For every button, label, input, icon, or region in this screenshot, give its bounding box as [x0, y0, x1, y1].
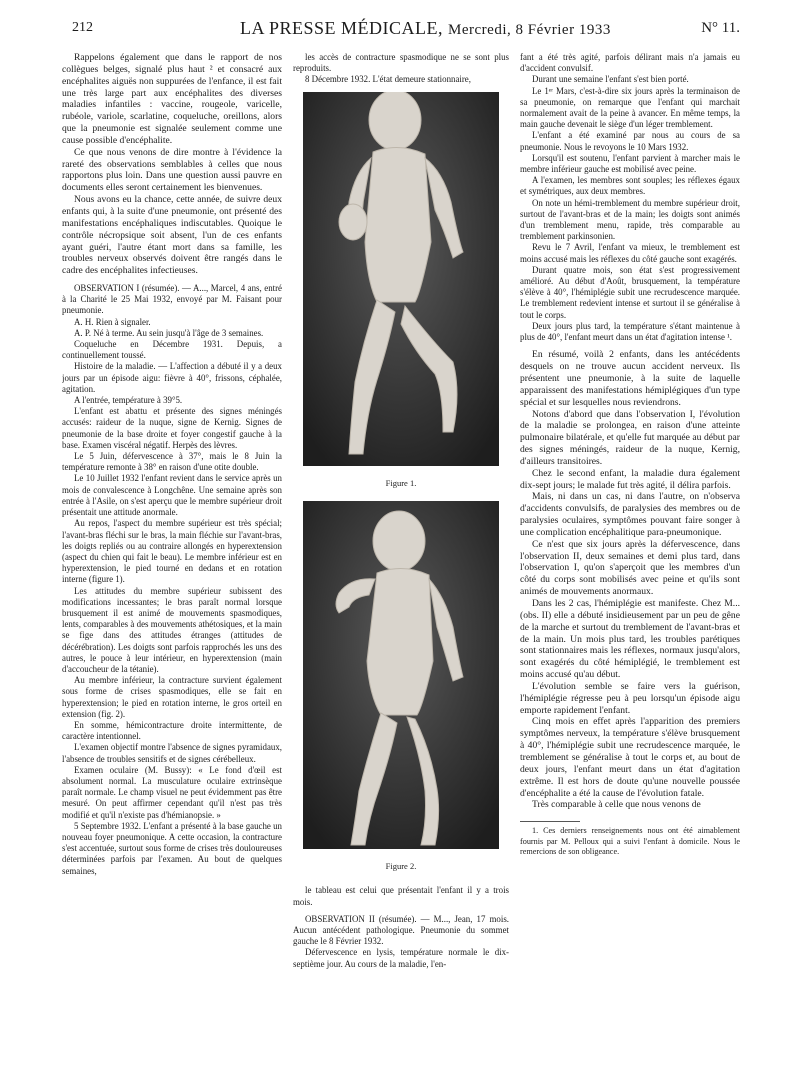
- paragraph: Histoire de la maladie. — L'affection a débuté il y a deux jours par un épisode aigu: fièvre à 40°, frissons, céphalée, agitation.: [62, 361, 282, 394]
- paragraph: Durant une semaine l'enfant s'est bien porté.: [532, 74, 689, 85]
- paragraph: Examen oculaire (M. Bussy): « Le fond d'œil est absolument normal. La musculature oculaire extrinsèque paraît normale. Le champ visuel ne peut évidemment pas être mesuré. On peut affirmer cependant qu'il n'est pas très modifié et qu'il n'existe pas d'hémianopsie. »: [62, 764, 282, 820]
- paragraph: L'examen objectif montre l'absence de signes pyramidaux, l'absence de troubles sensitifs et de signes cérébelleux.: [62, 742, 282, 764]
- journal-name: LA PRESSE MÉDICALE,: [240, 18, 444, 38]
- page-number: 212: [72, 20, 93, 35]
- paragraph: Très comparable à celle que nous venons de: [532, 799, 701, 811]
- child-photo-illustration: [303, 92, 499, 466]
- paragraph: Dans les 2 cas, l'hémiplégie est manifeste. Chez M... (obs. II) elle a débuté insidieusement par un peu de gêne de la marche et surtout du tremblement de l'avant-bras et de la main. Un mois plus tard, les troubles parétiques sont stationnaires mais les réflexes, normaux jusqu'alors, sont exagérés du côté hémiplégié, le tremblement est moins accusé qu'au début.: [520, 598, 740, 681]
- paragraph: Mais, ni dans un cas, ni dans l'autre, on n'observa d'accidents convulsifs, de paralysies des membres ou de paralysies oculaires, symptômes pouvant faire songer à une complication encéphalitique para-pneumonique.: [520, 491, 740, 538]
- paragraph: En somme, hémicontracture droite intermittente, de caractère intentionnel.: [62, 719, 282, 742]
- footnote: 1. Ces derniers renseignements nous ont été aimablement fournis par M. Pelloux qui a suivi l'enfant à domicile. Nous le remercions de son obligeance.: [520, 826, 740, 857]
- paragraph: En résumé, voilà 2 enfants, dans les antécédents desquels on ne trouve aucun accident nerveux. Ils présentent une pneumonie, à la suite de laquelle apparaissent des manifestations hémiplégiques d'un type spécial et sur lesquelles nous reviendrons.: [520, 349, 740, 408]
- child-photo-illustration: [303, 501, 499, 849]
- paragraph: A. H. Rien à signaler.: [74, 316, 151, 327]
- figure-1-photo: [303, 92, 499, 466]
- figure-2-caption: Figure 2.: [385, 861, 417, 872]
- paragraph: Rappelons également que dans le rapport de nos collègues belges, signalé plus haut ² et consacré aux encéphalites aiguës non suppurées de l'enfance, il est fait une très large part aux encéphalites des diverses maladies infantiles : vaccine, rougeole, varicelle, rubéole, variole, scarlatine, coqueluche, oreillons, alors que la pneumonie est signalée seulement comme une cause possible d'encéphalite.: [62, 52, 282, 146]
- paragraph: Cinq mois en effet après l'apparition des premiers symptômes nerveux, la température s'élève brusquement à 40°, l'hémiplégie subit une recrudescence marquée, le tremblement se généralise à tout le corps et, au bout de deux jours, l'enfant meurt dans un état d'agitation extrême. Il est hors de doute qu'une nouvelle poussée d'encéphalite a été la cause de l'évolution fatale.: [520, 716, 740, 799]
- figure-2-photo: [303, 501, 499, 849]
- journal-title: [240, 18, 611, 39]
- paragraph: L'enfant est abattu et présente des signes méningés accusés: raideur de la nuque, signe de Kernig. Signes de pneumonie de la base droite et foyer congestif gauche à la base. Examen viscéral négatif. Herpès des lèvres.: [62, 406, 282, 450]
- paragraph: A l'entrée, température à 39°5.: [74, 395, 183, 406]
- column-1: [62, 52, 282, 1072]
- column-3: [520, 52, 740, 1072]
- paragraph: Le 1ᵉʳ Mars, c'est-à-dire six jours après la terminaison de sa pneumonie, on remarque que l'enfant qui marchait normalement avait de la peine à avancer. En même temps, la main gauche devenait le siège d'un léger tremblement.: [520, 85, 740, 130]
- observation-heading: OBSERVATION I (résumée). — A..., Marcel, 4 ans, entré à la Charité le 25 Mai 1932, envoyé par M. Faisant pour pneumonie.: [62, 283, 282, 316]
- paragraph: Deux jours plus tard, la température s'étant maintenue à plus de 40°, l'enfant meurt dans un état d'agitation intense ¹.: [520, 320, 740, 343]
- paragraph: 8 Décembre 1932. L'état demeure stationnaire,: [305, 74, 471, 85]
- paragraph: Coqueluche en Décembre 1931. Depuis, a continuellement toussé.: [62, 339, 282, 361]
- issue-number: N° 11.: [701, 20, 740, 36]
- footnote-rule: [520, 821, 580, 822]
- paragraph: Les attitudes du membre supérieur subissent des modifications incessantes; le bras paraît normal lorsque brusquement il est animé de mouvements spasmodiques, lents, comparables à des mouvements athétosiques, et la main se fige dans des attitudes étranges (attitudes de décérébration). Les doigts sont parfois rapprochés les uns des autres, le pouce à leur intérieur, en hyperextension (main d'accoucheur de la tétanie).: [62, 585, 282, 674]
- paragraph: fant a été très agité, parfois délirant mais n'a jamais eu d'accident convulsif.: [520, 52, 740, 74]
- paragraph: L'évolution semble se faire vers la guérison, l'hémiplégie régresse peu à peu lorsqu'un épisode aigu emporte rapidement l'enfant.: [520, 680, 740, 716]
- paragraph: A l'examen, les membres sont souples; les réflexes égaux et symétriques, aux deux membres.: [520, 175, 740, 197]
- paragraph: 5 Septembre 1932. L'enfant a présenté à la base gauche un nouveau foyer pneumonique. A cette occasion, la contracture s'est accentuée, surtout sous forme de crises très douloureuses déterminées parfois par l'examen. Au bout de quelques semaines,: [62, 820, 282, 876]
- paragraph: A. P. Né à terme. Au sein jusqu'à l'âge de 3 semaines.: [74, 327, 264, 338]
- column-2: [293, 52, 509, 1072]
- paragraph: Notons d'abord que dans l'observation I, l'évolution de la maladie se prolongea, en raison d'une atteinte pulmonaire bilatérale, et qu'elle fut marquée au début par des signes méningés, raideur de la nuque, Kernig, d'ailleurs transitoires.: [520, 408, 740, 467]
- paragraph: Le 5 Juin, défervescence à 37°, mais le 8 Juin la température remonte à 38° en raison d'une otite double.: [62, 451, 282, 473]
- page-header: [72, 18, 740, 44]
- paragraph: Au repos, l'aspect du membre supérieur est très spécial; l'avant-bras fléchi sur le bras, la main fléchie sur l'avant-bras, les doigts repliés ou au contraire allongés en hyperextension (aspect du chien qui fait le beau). Le membre inférieur est en hyperextension, le pied tourné en dedans et en rotation interne (figure 1).: [62, 518, 282, 585]
- observation-heading: OBSERVATION II (résumée). — M..., Jean, 17 mois. Aucun antécédent pathologique. Pneumonie du sommet gauche le 8 Février 1932.: [293, 913, 509, 947]
- paragraph: Ce que nous venons de dire montre à l'évidence la rareté des observations semblables à celles que nous rapportons plus loin. Dans une question aussi pauvre en documents elles seront certainement les bienvenues.: [62, 146, 282, 194]
- paragraph: Ce n'est que six jours après la défervescence, dans l'observation II, deux semaines et demi plus tard, dans l'observation I, qu'on s'aperçoit que les membres d'un côté du corps sont mobilisés avec peine et qu'ils sont animés de mouvements anormaux.: [520, 538, 740, 598]
- paragraph: les accès de contracture spasmodique ne se sont plus reproduits.: [293, 52, 509, 74]
- paragraph: Nous avons eu la chance, cette année, de suivre deux enfants qui, à la suite d'une pneumonie, ont présenté des manifestations encéphaliques indiscutables. Quoique le contrôle nécropsique soit absent, l'un de ces enfants ayant guéri, l'autre étant mort dans sa famille, les troubles nerveux observés doivent être rangés dans le cadre des encéphalites infectieuses.: [62, 194, 282, 277]
- paragraph: Lorsqu'il est soutenu, l'enfant parvient à marcher mais le membre inférieur gauche est mobilisé avec peine.: [520, 152, 740, 175]
- paragraph: Au membre inférieur, la contracture survient également sous forme de crises spasmodiques, elle se fait en hyperextension; le pied en rotation interne, le gros orteil en extension (fig. 2).: [62, 675, 282, 719]
- paragraph: Le 10 Juillet 1932 l'enfant revient dans le service après un mois de convalescence à Longchêne. Une semaine après son entrée à l'Asile, on s'est aperçu que le membre supérieur droit présentait une attitude anormale.: [62, 473, 282, 518]
- paragraph: Défervescence en lysis, température normale le dix-septième jour. Au cours de la maladie, l'en-: [293, 947, 509, 969]
- paragraph: Revu le 7 Avril, l'enfant va mieux, le tremblement est moins accusé mais les réflexes du côté gauche sont exagérés.: [520, 242, 740, 264]
- paragraph: On note un hémi-tremblement du membre supérieur droit, surtout de l'avant-bras et de la main; les doigts sont animés d'un tremblement menu, rapide, très comparable au tremblement parkinsonien.: [520, 197, 740, 242]
- paragraph: Durant quatre mois, son état s'est progressivement amélioré. Au début d'Août, brusquement, la température s'élève à 40°, l'hémiplégie subit une recrudescence marquée. Le tremblement redevient intense et surtout il se généralise à tout le corps.: [520, 264, 740, 320]
- figure-1-caption: Figure 1.: [385, 477, 417, 488]
- paragraph: L'enfant a été examiné par nous au cours de sa pneumonie. Nous le revoyons le 10 Mars 1932.: [520, 130, 740, 152]
- paragraph: le tableau est celui que présentait l'enfant il y a trois mois.: [293, 885, 509, 907]
- paragraph: Chez le second enfant, la maladie dura également dix-sept jours; le malade fut très agité, il délira parfois.: [520, 467, 740, 491]
- issue-date: Mercredi, 8 Février 1933: [448, 22, 611, 38]
